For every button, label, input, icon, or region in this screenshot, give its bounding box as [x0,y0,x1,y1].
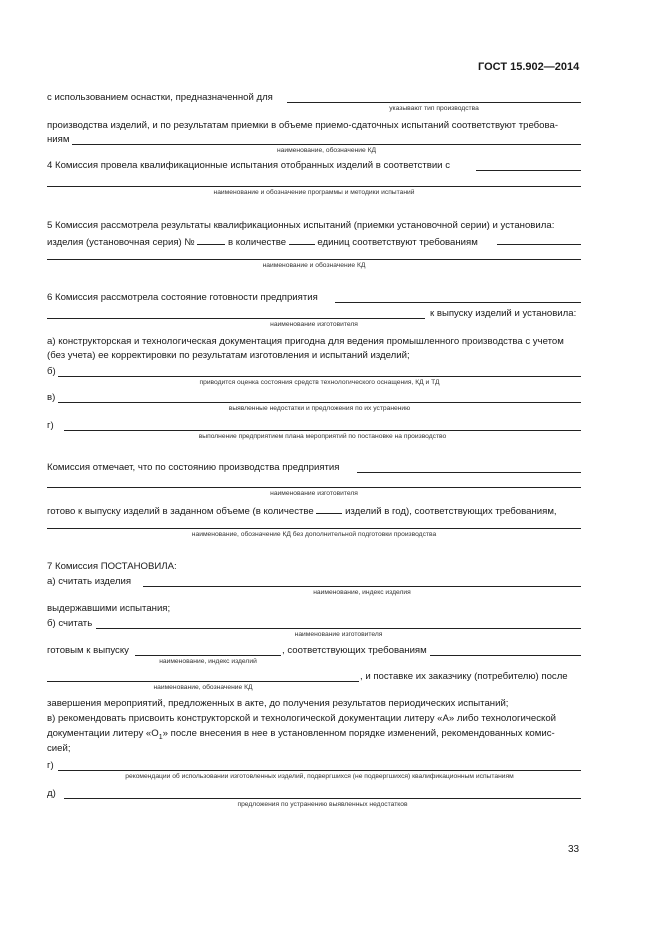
s4-blank1 [476,170,581,171]
notes-caption1: наименование изготовителя [270,490,358,497]
s6-line1: 6 Комиссия рассмотрела состояние готовности предприятия [47,292,318,303]
s6-v-caption: выявленные недостатки и предложения по их устранению [228,405,411,412]
s6-a2: (без учета) ее корректировки по результатам изготовления и испытаний изделий; [47,350,410,361]
s6-b-caption: приводится оценка состояния средств технологического оснащения, КД и ТД [199,379,440,386]
s6-v-blank [58,402,581,403]
s7-title: 7 Комиссия ПОСТАНОВИЛА: [47,561,177,572]
s5-l2c: единиц соответствуют требованиям [317,237,478,248]
s7-a-blank [143,586,581,587]
s7-r1-blank2 [430,655,581,656]
s7-g-blank [58,770,581,771]
s7-v2 [47,728,555,744]
notes-blank3 [47,528,581,529]
s7-r2-caption: наименование, обозначение КД [153,684,253,691]
s1-line2: производства изделий, и по результатам приемки в объеме приемо-сдаточных испытаний соответствуют требова- [47,120,559,131]
s7-r3: завершения мероприятий, предложенных в акте, до получения результатов периодических испытаний; [47,698,509,709]
s7-r2-blank [47,681,359,682]
s7-d-blank [64,798,581,799]
s6-g-caption: выполнение предприятием плана мероприятий по постановке на производство [198,433,447,440]
s7-d-caption: предложения по устранению выявленных недостатков [237,801,408,808]
notes-l3a: готово к выпуску изделий в заданном объеме (в количестве [47,506,314,517]
s7-v1: в) рекомендовать присвоить конструкторской и технологической документации литеру «А» либо технологической [47,713,557,724]
s7-g-label: г) [47,760,54,771]
s7-r1b: , соответствующих требованиям [282,645,427,656]
s7-v2a: документации литеру «О [47,728,159,739]
notes-blank1 [357,472,581,473]
s5-l2b: в количестве [228,237,287,248]
s6-line2-end: к выпуску изделий и установила: [430,308,577,319]
s7-g-caption: рекомендации об использовании изготовленных изделий, подвергшихся (не подвергшихся) квалификационным испытаниям [125,773,514,780]
s7-a-label: а) считать изделия [47,576,132,587]
s5-quantity-blank [289,234,315,245]
s6-b-blank [58,376,581,377]
s5-number-blank [197,234,225,245]
s1-line1: с использованием оснастки, предназначенной для [47,92,273,103]
s5-line1: 5 Комиссия рассмотрела результаты квалификационных испытаний (приемки установочной серии) и установила: [47,220,555,231]
s1-caption2: наименование, обозначение КД [276,147,377,154]
s5-line2 [47,234,478,249]
s6-g-label: г) [47,420,54,431]
s1-blank1 [287,102,581,103]
s6-blank1 [335,302,581,303]
notes-quantity-blank [316,503,342,514]
s7-v2b: » после внесения в нее в установленном порядке изменений, рекомендованных комис- [162,728,555,739]
s7-b-label: б) считать [47,618,93,629]
s6-v-label: в) [47,392,56,403]
s5-req-blank [497,244,581,245]
notes-line1: Комиссия отмечает, что по состоянию производства предприятия [47,462,340,473]
s7-r2: , и поставке их заказчику (потребителю) после [360,671,568,682]
notes-line3 [47,503,557,518]
notes-blank2 [47,487,581,488]
s6-b-label: б) [47,366,56,377]
notes-l3b: изделий в год), соответствующих требованиям, [345,506,557,517]
s7-r1-blank1 [135,655,281,656]
s7-r1-caption: наименование, индекс изделий [159,658,257,665]
s7-a-caption: наименование, индекс изделия [313,589,411,596]
s7-r1a: готовым к выпуску [47,645,129,656]
s6-blank2 [47,318,425,319]
s1-blank2 [72,144,581,145]
s7-a2: выдержавшими испытания; [47,603,171,614]
s6-caption1: наименование изготовителя [270,321,358,328]
s1-caption1: указывают тип производства [389,105,479,112]
s5-caption: наименование и обозначение КД [262,262,366,269]
s4-line1: 4 Комиссия провела квалификационные испытания отобранных изделий в соответствии с [47,160,450,171]
s7-d-label: д) [47,788,56,799]
s4-blank2 [47,186,581,187]
s1-line3: ниям [47,134,70,145]
notes-caption2: наименование, обозначение КД без дополнительной подготовки производства [191,531,437,538]
s4-caption: наименование и обозначение программы и методики испытаний [213,189,415,196]
standard-header: ГОСТ 15.902—2014 [478,61,580,73]
s7-b-caption: наименование изготовителя [294,631,383,638]
s6-a1: а) конструкторская и технологическая документация пригодна для ведения промышленного производства с учетом [47,336,564,347]
s6-g-blank [64,430,581,431]
s7-v2-subscript: 1 [158,733,163,741]
s5-l2a: изделия (установочная серия) № [47,237,195,248]
s5-blank2 [47,259,581,260]
s7-v3: сией; [47,743,71,754]
page-number: 33 [568,844,580,855]
s7-b-blank [96,628,581,629]
